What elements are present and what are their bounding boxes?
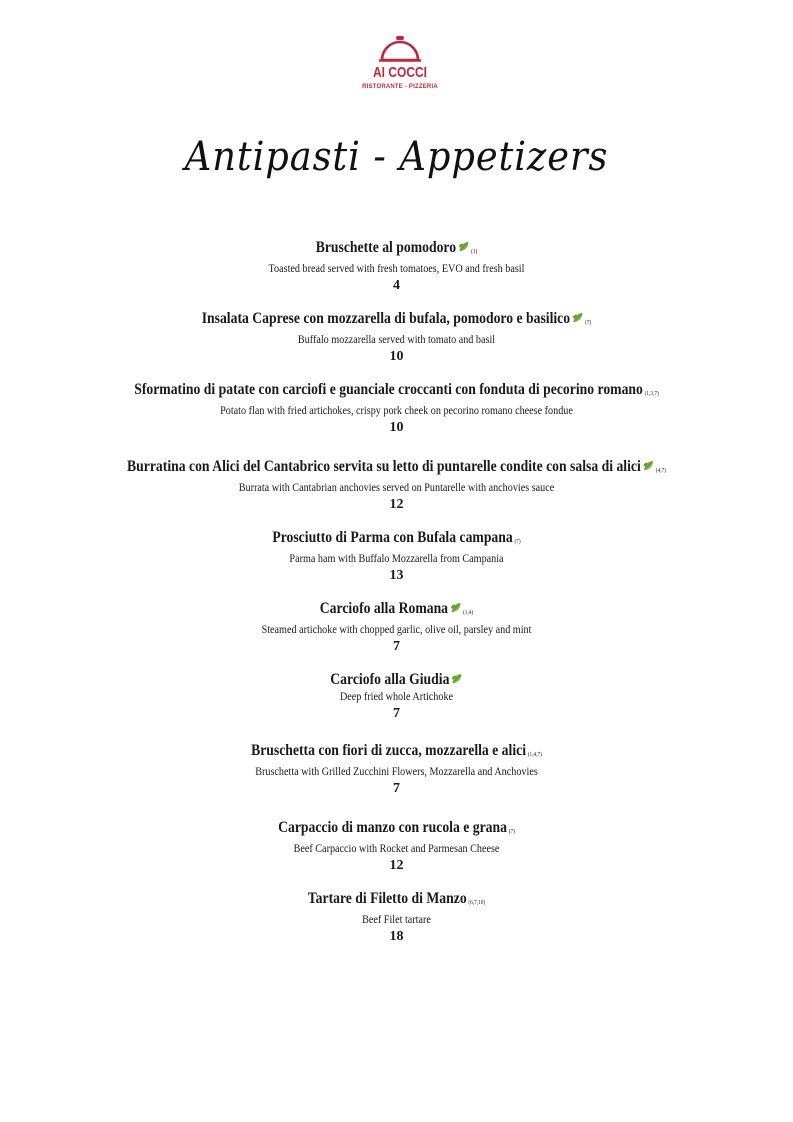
item-allergens: (7) <box>508 829 515 835</box>
menu-item <box>0 238 793 309</box>
item-price: 12 <box>389 858 404 873</box>
menu-item <box>0 670 793 741</box>
logo-subtitle: RISTORANTE - PIZZERIA <box>362 84 438 90</box>
item-name: Sformatino di patate con carciofi e guanciale croccanti con fonduta di pecorino romano (1,3,7) <box>134 381 659 398</box>
logo-name: AI COCCI <box>373 64 427 81</box>
item-description: Parma ham with Buffalo Mozzarella from Campania <box>289 553 504 565</box>
item-name: Insalata Caprese con mozzarella di bufala, pomodoro e basilico (7) <box>201 310 592 327</box>
item-price: 18 <box>389 929 404 944</box>
menu-item <box>0 599 793 670</box>
menu-item <box>0 818 793 889</box>
item-description: Potato flan with fried artichokes, crispy pork cheek on pecorino romano cheese fondue <box>220 405 573 417</box>
item-description: Steamed artichoke with chopped garlic, olive oil, parsley and mint <box>261 624 532 636</box>
item-description: Toasted bread served with fresh tomatoes, EVO and fresh basil <box>268 263 525 275</box>
item-allergens: (1) <box>471 249 478 255</box>
item-allergens: (6,7,10) <box>468 900 486 906</box>
menu-item <box>0 457 793 528</box>
item-allergens: (7) <box>585 320 592 326</box>
item-description: Beef Filet tartare <box>362 914 431 926</box>
leaf-icon <box>643 460 654 471</box>
menu-item <box>0 380 793 457</box>
item-price: 7 <box>393 706 400 721</box>
menu-list <box>0 238 793 960</box>
item-description: Deep fried whole Artichoke <box>339 691 454 703</box>
restaurant-logo <box>355 35 445 113</box>
menu-item <box>0 309 793 380</box>
item-allergens: (7) <box>514 539 521 545</box>
item-description: Burrata with Cantabrian anchovies served on Puntarelle with anchovies sauce <box>238 482 555 494</box>
item-allergens: (1,4) <box>463 610 474 616</box>
item-price: 10 <box>389 349 404 364</box>
leaf-icon <box>452 673 463 684</box>
item-allergens: (1,4,7) <box>527 752 542 758</box>
item-price: 10 <box>389 420 404 435</box>
menu-item <box>0 528 793 599</box>
item-name: Bruschette al pomodoro (1) <box>315 239 478 256</box>
item-allergens: (1,3,7) <box>644 391 659 397</box>
item-name: Prosciutto di Parma con Bufala campana (7) <box>272 529 521 546</box>
item-name: Carciofo alla Giudia <box>46 670 746 690</box>
leaf-icon <box>459 241 470 252</box>
item-price: 13 <box>389 568 404 583</box>
item-name: Burratina con Alici del Cantabrico servita su letto di puntarelle condite con salsa di alici (4,7) <box>127 458 666 475</box>
item-price: 7 <box>393 781 400 796</box>
item-description: Buffalo mozzarella served with tomato and basil <box>297 334 496 346</box>
leaf-icon <box>573 312 584 323</box>
menu-item <box>0 741 793 818</box>
leaf-icon <box>451 602 462 613</box>
item-name: Tartare di Filetto di Manzo (6,7,10) <box>307 890 486 907</box>
item-name: Carpaccio di manzo con rucola e grana (7) <box>278 819 515 836</box>
item-price: 7 <box>393 639 400 654</box>
cloche-icon <box>377 35 423 65</box>
item-name: Bruschetta con fiori di zucca, mozzarella e alici (1,4,7) <box>251 742 542 759</box>
item-description: Beef Carpaccio with Rocket and Parmesan Cheese <box>293 843 500 855</box>
section-title: Antipasti - Appetizers <box>184 134 609 180</box>
item-description: Bruschetta with Grilled Zucchini Flowers, Mozzarella and Anchovies <box>255 766 538 778</box>
menu-item <box>0 889 793 960</box>
item-name: Carciofo alla Romana (1,4) <box>319 600 474 617</box>
item-price: 4 <box>393 278 400 293</box>
item-allergens: (4,7) <box>655 468 666 474</box>
item-price: 12 <box>389 497 404 512</box>
